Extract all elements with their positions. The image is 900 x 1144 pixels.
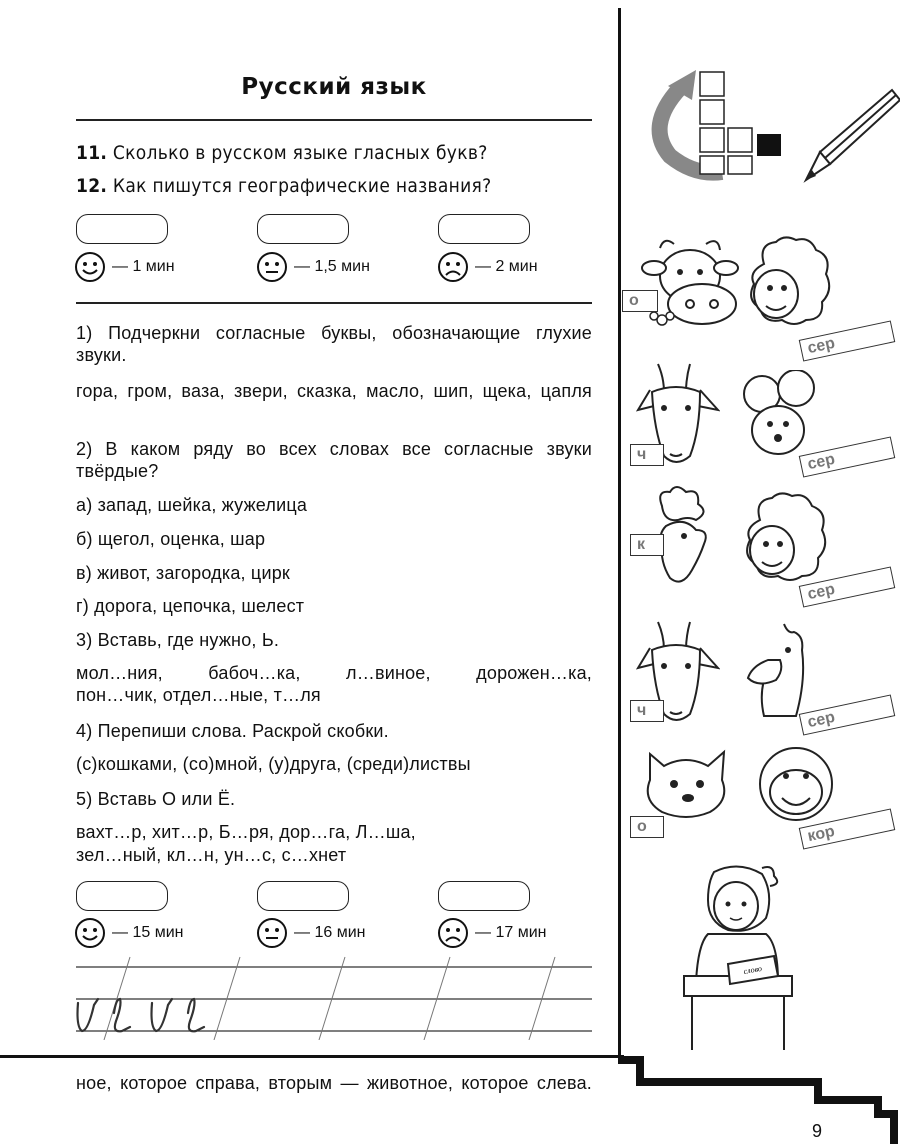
- footer-text: ное, которое справа, вторым — животное, которое слева.: [76, 1073, 592, 1093]
- monkey-head-icon: [752, 742, 840, 826]
- puzzle-tag-left: о: [622, 290, 658, 312]
- footer-divider: [0, 1055, 624, 1058]
- stair-border: [618, 1052, 900, 1144]
- puzzle-tag-left: о: [630, 816, 664, 838]
- tetris-arrow-icon: [650, 66, 800, 186]
- neutral-face-icon: [256, 251, 288, 283]
- puzzle-tag-right: сер: [799, 320, 896, 361]
- task-2-option-b: б) щегол, оценка, шар: [76, 529, 266, 549]
- task-2-option-d: г) дорога, цепочка, шелест: [76, 596, 305, 616]
- happy-face-icon: [74, 917, 106, 949]
- answer-box[interactable]: [76, 214, 168, 244]
- handwriting-lines: [70, 955, 596, 1040]
- answer-box[interactable]: [438, 214, 530, 244]
- puzzle-tag-right: сер: [799, 566, 896, 607]
- timer-sad: — 17 мин: [437, 917, 546, 949]
- task-4-words: (с)кошками, (со)мной, (у)друга, (среди)листвы: [76, 754, 471, 774]
- task-1-words: гора, гром, ваза, звери, сказка, масло, шип, щека, цапля: [76, 381, 592, 401]
- timer-neutral: — 1,5 мин: [256, 251, 370, 283]
- answer-box[interactable]: [257, 881, 349, 911]
- task-5-line-1: вахт…р, хит…р, Б…ря, дор…га, Л…ша,: [76, 822, 416, 842]
- neutral-face-icon: [256, 917, 288, 949]
- timer-happy: — 1 мин: [74, 251, 175, 283]
- puzzle-tag-left: к: [630, 534, 664, 556]
- answer-box[interactable]: [438, 881, 530, 911]
- answer-box[interactable]: [76, 881, 168, 911]
- task-3-title: 3) Вставь, где нужно, Ь.: [76, 630, 280, 650]
- task-5-line-2: зел…ный, кл…н, ун…с, с…хнет: [76, 845, 347, 865]
- question-12: 12. Как пишутся географические названия?: [76, 175, 492, 197]
- sad-face-icon: [437, 251, 469, 283]
- pencil-icon: [800, 84, 900, 186]
- task-3-line-1: мол…ния, бабоч…ка, л…виное, дорожен…ка,: [76, 663, 592, 683]
- page-number: 9: [811, 1121, 822, 1141]
- task-1-title: 1) Подчеркни согласные буквы, обозначающие глухие звуки.: [76, 323, 592, 365]
- timer-neutral: — 16 мин: [256, 917, 365, 949]
- puzzle-tag-right: кор: [799, 808, 896, 849]
- puzzle-tag-left: ч: [630, 700, 664, 722]
- task-4-title: 4) Перепиши слова. Раскрой скобки.: [76, 721, 389, 741]
- task-5-title: 5) Вставь О или Ё.: [76, 789, 236, 809]
- question-11: 11. Сколько в русском языке гласных букв?: [76, 142, 488, 164]
- puzzle-tag-right: сер: [799, 694, 896, 735]
- cat-head-icon: [640, 740, 732, 820]
- happy-face-icon: [74, 251, 106, 283]
- mouse-head-icon: [740, 370, 816, 466]
- timer-happy: — 15 мин: [74, 917, 183, 949]
- puzzle-tag-left: ч: [630, 444, 664, 466]
- sheep-head-icon: [744, 234, 834, 330]
- girl-at-desk-illustration: [678, 864, 798, 1054]
- sheep-head-icon: [740, 490, 830, 586]
- column-divider: [618, 8, 621, 1058]
- svg-text:слово: слово: [742, 963, 763, 976]
- task-2-option-c: в) живот, загородка, цирк: [76, 563, 290, 583]
- page-title: Русский язык: [241, 74, 427, 100]
- divider: [76, 119, 592, 121]
- puzzle-tag-right: сер: [799, 436, 896, 477]
- divider: [76, 302, 592, 304]
- sad-face-icon: [437, 917, 469, 949]
- task-2-title: 2) В каком ряду во всех словах все согласные звуки твёрдые?: [76, 439, 592, 481]
- duck-head-icon: [744, 620, 810, 720]
- cow-head-icon: [640, 234, 744, 334]
- task-2-option-a: а) запад, шейка, жужелица: [76, 495, 308, 515]
- timer-sad: — 2 мин: [437, 251, 538, 283]
- answer-box[interactable]: [257, 214, 349, 244]
- task-3-line-2: пон…чик, отдел…ные, т…ля: [76, 685, 321, 705]
